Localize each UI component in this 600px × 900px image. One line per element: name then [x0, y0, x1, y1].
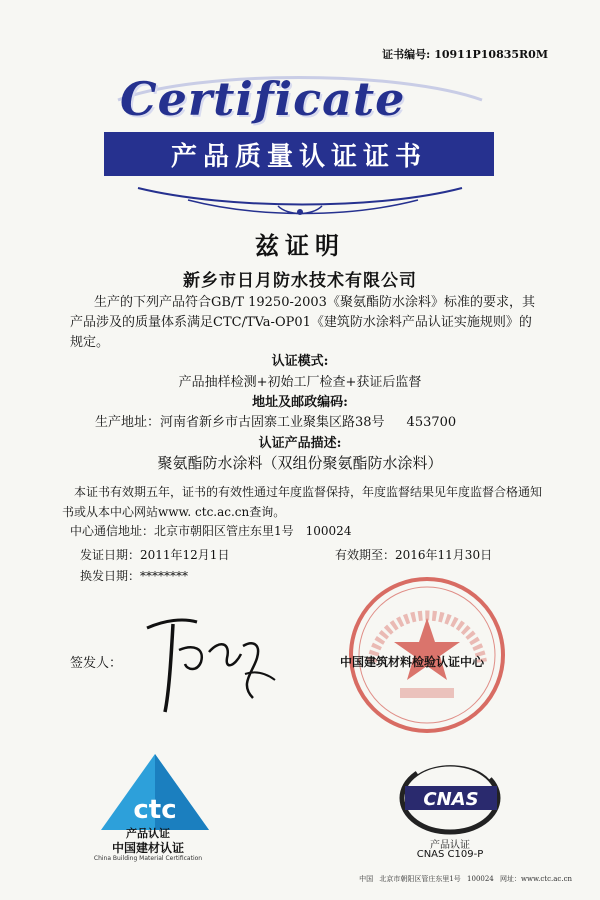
address-line	[95, 411, 555, 430]
ctc-top-label: 产品认证	[126, 827, 170, 840]
certificate-script-title: Certificate	[120, 72, 406, 126]
certificate-banner: 产品质量认证证书	[104, 132, 494, 176]
cnas-code: CNAS C109-P	[416, 849, 484, 860]
address-text: 生产地址：河南省新乡市古固寨工业聚集区路38号	[95, 415, 385, 430]
organization-name: 中国建筑材料检验认证中心	[340, 655, 485, 669]
cnas-mark-text: CNAS	[423, 789, 479, 810]
cnas-logo	[395, 758, 505, 836]
mode-text: 产品抽样检测+初始工厂检查+获证后监督	[178, 375, 422, 390]
center-address	[70, 522, 351, 539]
cnas-label: 产品认证	[430, 840, 470, 851]
description-title: 认证产品描述:	[258, 436, 342, 451]
address-title: 地址及邮政编码:	[252, 395, 348, 410]
footer-website: 网址：www.ctc.ac.cn	[500, 875, 572, 883]
mode-title: 认证模式:	[271, 354, 329, 369]
handwritten-signature	[135, 600, 285, 720]
description-text: 聚氨酯防水涂料（双组份聚氨酯防水涂料）	[157, 454, 443, 472]
footer-zip: 100024	[467, 875, 494, 883]
footer-country: 中国	[359, 875, 374, 883]
reissue-date: 换发日期：********	[80, 569, 189, 583]
ctc-name: 中国建材认证	[111, 841, 184, 855]
center-address-text: 中心通信地址：北京市朝阳区管庄东里1号	[70, 524, 294, 538]
statement: 生产的下列产品符合GB/T 19250-2003《聚氨酯防水涂料》标准的要求，其产品涉及的质量体系满足CTC/TVa-OP01《建筑防水涂料产品认证实施规则》的规定。	[70, 295, 535, 350]
signer-label: 签发人：	[70, 656, 123, 671]
validity-text: 本证书有效期五年，证书的有效性通过年度监督保持，年度监督结果见年度监督合格通知书或从本中心网站www. ctc.ac.cn查询。	[62, 485, 543, 519]
address-zip: 453700	[406, 415, 457, 430]
company-name: 新乡市日月防水技术有限公司	[183, 271, 417, 291]
heading: 兹证明	[255, 231, 345, 260]
center-address-zip: 100024	[305, 524, 352, 538]
footer	[0, 874, 600, 884]
certificate-number-value: 10911P10835R0M	[434, 48, 548, 61]
footer-address: 北京市朝阳区管庄东里1号	[379, 875, 461, 883]
issue-date: 发证日期：2011年12月1日	[80, 548, 230, 562]
ctc-subtitle: China Building Material Certification	[93, 855, 203, 862]
expire-date: 有效期至：2016年11月30日	[335, 548, 493, 562]
certificate-number-label: 证书编号:	[382, 48, 431, 61]
ctc-mark-text: ctc	[133, 795, 177, 825]
